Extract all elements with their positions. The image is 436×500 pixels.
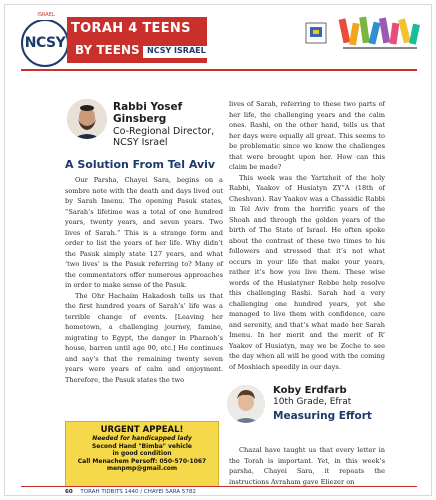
logo-top-label: ISRAEL — [33, 11, 59, 20]
author2-name: Koby Erdfarb — [273, 385, 347, 396]
author2-avatar — [227, 385, 265, 423]
banner-title-secondary: BY TEENS — [75, 43, 140, 57]
header-divider — [21, 69, 417, 71]
portrait-icon — [67, 99, 107, 139]
banner-title: TORAH 4 TEENS — [71, 21, 191, 36]
footer-divider — [21, 486, 417, 487]
article-paragraph: This week was the Yartzheit of the holy Rabbi, Yaakov of Husiatyn ZY”A (18th of Cheshvan). Rav Yaakov was a Chassidic Rabbi in Tel Aviv from the horrific years of the Shoah and through the golden years of the birth of The State of Israel. He often spoke about the contrast of these two times to his followers and stressed that it’s not what occurs in your life that make your years, rather it’s how you live them. These wise words of the Husiatyner Rebbe help resolve this challenging Rashi. Sarah had a very challenging one hundred years, yet she managed to live them with confidence, care and serenity, and that’s what made her Sarah Imenu. In her merit and the merit of R’ Yaakov of Husiatyn, may we be Zoche to see the day when all will be good with the coming of Moshiach speedily in our days. — [229, 173, 385, 371]
article-paragraph: lives of Sarah, referring to these two parts of her life, the challenging years and the calm ones. Rashi, on the other hand, tells us that her days were equally all great. This seems to be problematic since we know the challenges that were brought upon her. How can this claim be made? — [229, 100, 385, 171]
author2-article-title: Measuring Effort — [273, 410, 372, 422]
header — [5, 5, 432, 67]
article-column-left — [65, 175, 223, 385]
portrait-icon — [227, 385, 265, 423]
author2-role: 10th Grade, Efrat — [273, 397, 352, 407]
footer — [65, 489, 265, 496]
logo-circle — [21, 19, 69, 67]
appeal-phone: Call Menachem Persoff: 050-570-1067 — [77, 457, 207, 465]
partners-logo-icon — [337, 13, 423, 55]
article-paragraph: The Ohr Hachaim Hakadosh tells us that the first hundred years of Sarah’s’ life was a terrible change of events. [Leaving her hometown, a challenging journey, famine, migrating to Egypt, the danger in Pharaoh’s house, barren until age 90, etc.] He continues and say’s that the remaining twenty seven years were years of calm and enjoyment. Therefore, the Pasuk states the two — [65, 291, 223, 384]
appeal-line: Needed for handicapped lady — [92, 435, 192, 442]
article2-paragraph: Chazal have taught us that every letter in the Torah is important. Yet, in this week’s parsha, Chayei Sara, it repeats the instructions Avraham gave Eliezer on — [229, 446, 385, 486]
page-number: 60 — [65, 489, 73, 495]
article-column-right — [229, 99, 385, 372]
appeal-title: URGENT APPEAL! — [100, 425, 184, 435]
appeal-box — [65, 421, 219, 487]
appeal-email: menpmp@gmail.com — [106, 465, 178, 473]
author-name: Rabbi Yosef Ginsberg — [113, 101, 183, 125]
appeal-line: in good condition — [112, 450, 172, 458]
appeal-line: Second Hand "Bimba" vehicle — [91, 442, 192, 450]
author-role: Co-Regional Director, NCSY Israel — [113, 126, 215, 148]
sponsor-logo-icon — [303, 19, 329, 49]
ncsy-logo — [21, 11, 71, 67]
page — [4, 4, 432, 496]
logo-text: NCSY — [24, 35, 66, 51]
article-title: A Solution From Tel Aviv — [65, 158, 216, 171]
publication-name: TORAH TIDBITS 1440 / CHAYEI SARA 5782 — [80, 489, 196, 495]
article2-column — [229, 445, 385, 487]
banner-subtitle: NCSY ISRAEL — [143, 46, 215, 58]
article-paragraph: Our Parsha, Chayei Sara, begins on a sombre note with the death and days lived out by Sarah Imenu. The opening Pasuk states, “Sarah’s lifetime was a total of one hundred years, twenty years, and seven years. Two lives of Sarah.” This is a strange form and order to list the years of her life. Why didn’t the Pasuk simply state 127 years, and what ‘two lives’ is the Pasuk referring to? Many of the commentators offer numerous approaches in order to make sense of the Pasuk. — [65, 176, 223, 289]
author-avatar — [67, 99, 107, 139]
